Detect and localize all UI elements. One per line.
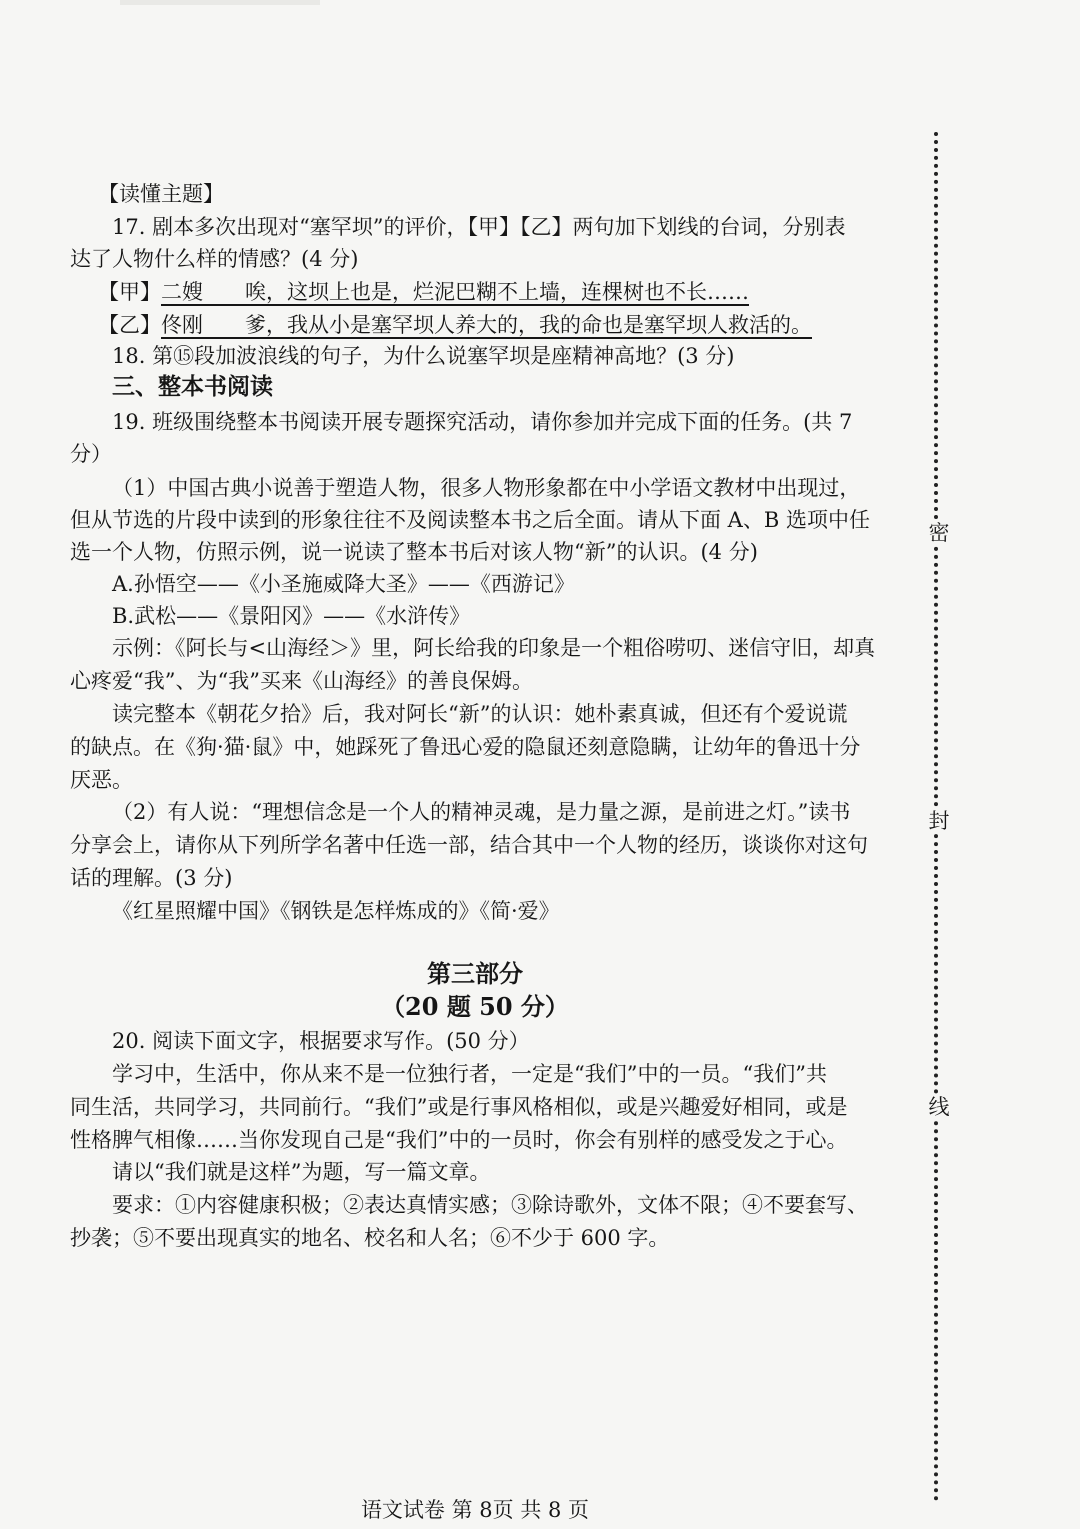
- q17-line2: 达了人物什么样的情感？(4 分): [70, 247, 359, 271]
- q17-line1: 17. 剧本多次出现对“塞罕坝”的评价，【甲】【乙】两句加下划线的台词，分别表: [112, 215, 846, 239]
- q18: 18. 第⑮段加波浪线的句子，为什么说塞罕坝是座精神高地？(3 分): [112, 344, 735, 368]
- q20-requirements1: 要求：①内容健康积极；②表达真情实感；③除诗歌外，文体不限；④不要套写、: [112, 1193, 868, 1217]
- q19-p2-line3: 话的理解。(3 分): [70, 866, 233, 890]
- q17-jia: [98, 278, 918, 306]
- q20-line1: 20. 阅读下面文字，根据要求写作。(50 分）: [112, 1029, 530, 1053]
- yi-underlined-line: 佟刚 爹，我从小是塞罕坝人养大的，我的命也是塞罕坝人救活的。: [161, 313, 812, 337]
- part3-subtitle: （20 题 50 分）: [381, 992, 569, 1021]
- q20-text4: 请以“我们就是这样”为题，写一篇文章。: [112, 1160, 491, 1184]
- q19-p2-line1: （2）有人说：“理想信念是一个人的精神灵魂，是力量之源，是前进之灯。”读书: [112, 800, 851, 824]
- q20-text2: 同生活，共同学习，共同前行。“我们”或是行事风格相似，或是兴趣爱好相同，或是: [70, 1095, 848, 1119]
- q19-line2: 分）: [70, 442, 112, 466]
- example-line4: 的缺点。在《狗·猫·鼠》中，她踩死了鲁迅心爱的隐鼠还刻意隐瞒，让幼年的鲁迅十分: [70, 735, 861, 759]
- scan-edge-mark: [120, 0, 320, 5]
- q19-p1-line1: （1）中国古典小说善于塑造人物，很多人物形象都在中小学语文教材中出现过，: [112, 476, 861, 500]
- book-list: 《红星照耀中国》《钢铁是怎样炼成的》《简·爱》: [112, 899, 560, 923]
- example-line1: 示例：《阿长与<山海经＞》里，阿长给我的印象是一个粗俗唠叨、迷信守旧，却真: [112, 636, 876, 660]
- q20-requirements2: 抄袭；⑤不要出现真实的地名、校名和人名；⑥不少于 600 字。: [70, 1226, 670, 1250]
- example-line2: 心疼爱“我”、为“我”买来《山海经》的善良保姆。: [70, 669, 533, 693]
- option-a: A.孙悟空——《小圣施威降大圣》——《西游记》: [112, 572, 575, 596]
- page-footer: 语文试卷 第 8页 共 8 页: [360, 1498, 590, 1522]
- yi-tag: 【乙】: [98, 313, 161, 337]
- binding-char-mi: 密: [926, 520, 952, 546]
- read-theme-heading: 【读懂主题】: [98, 182, 224, 206]
- q17-yi: [98, 311, 918, 339]
- q19-line1: 19. 班级围绕整本书阅读开展专题探究活动，请你参加并完成下面的任务。(共 7: [112, 410, 853, 434]
- option-b: B.武松——《景阳冈》——《水浒传》: [112, 604, 471, 628]
- q19-p2-line2: 分享会上，请你从下列所学名著中任选一部，结合其中一个人物的经历，谈谈你对这句: [70, 833, 868, 857]
- example-line5: 厌恶。: [70, 768, 133, 792]
- q19-p1-line3: 选一个人物，仿照示例，说一说读了整本书后对该人物“新”的认识。(4 分): [70, 540, 758, 564]
- binding-char-xian: 线: [926, 1094, 952, 1120]
- binding-char-feng: 封: [926, 808, 952, 834]
- q20-text3: 性格脾气相像……当你发现自己是“我们”中的一员时，你会有别样的感受发之于心。: [70, 1128, 848, 1152]
- jia-tag: 【甲】: [98, 280, 161, 304]
- part3-title: 第三部分: [427, 959, 523, 988]
- q20-text1: 学习中，生活中，你从来不是一位独行者，一定是“我们”中的一员。“我们”共: [112, 1062, 827, 1086]
- q19-p1-line2: 但从节选的片段中读到的形象往往不及阅读整本书之后全面。请从下面 A、B 选项中任: [70, 508, 870, 532]
- jia-underlined-line: 二嫂 唉，这坝上也是，烂泥巴糊不上墙，连棵树也不长……: [161, 280, 749, 304]
- section3-title: 三、整本书阅读: [112, 374, 273, 400]
- example-line3: 读完整本《朝花夕拾》后，我对阿长“新”的认识：她朴素真诚，但还有个爱说谎: [112, 702, 848, 726]
